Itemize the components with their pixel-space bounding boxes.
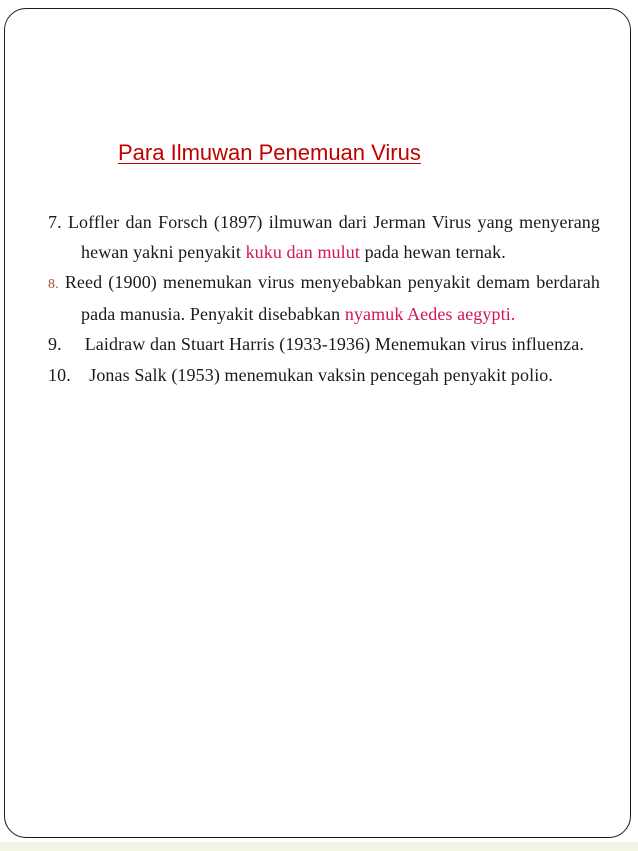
slide-title: Para Ilmuwan Penemuan Virus <box>118 140 421 165</box>
item-highlight: kuku dan mulut <box>245 241 360 262</box>
item-number: 10. <box>48 364 71 385</box>
slide-frame <box>4 8 631 838</box>
item-text: Reed (1900) menemukan virus menyebabkan penyakit demam berdarah pada manusia. Penyakit disebabkan <box>64 272 600 324</box>
item-number: 7. <box>48 212 68 232</box>
item-number: 8. <box>48 277 59 292</box>
list-item-10 <box>48 361 600 391</box>
bottom-band <box>0 842 638 851</box>
item-highlight: nyamuk Aedes aegypti. <box>344 303 516 324</box>
list-item-8 <box>48 268 600 329</box>
item-text: Loffler dan Forsch (1897) ilmuwan dari Jerman Virus yang menyerang hewan yakni penyakit <box>67 212 600 262</box>
item-number: 9. <box>48 334 62 354</box>
discoverer-list <box>48 208 600 391</box>
item-text-after: pada hewan ternak. <box>359 241 506 262</box>
list-item-9 <box>48 330 600 360</box>
item-text: Laidraw dan Stuart Harris (1933-1936) Menemukan virus influenza. <box>84 334 584 354</box>
item-text: Jonas Salk (1953) menemukan vaksin pencegah penyakit polio. <box>89 364 554 385</box>
list-item-7 <box>48 208 600 267</box>
